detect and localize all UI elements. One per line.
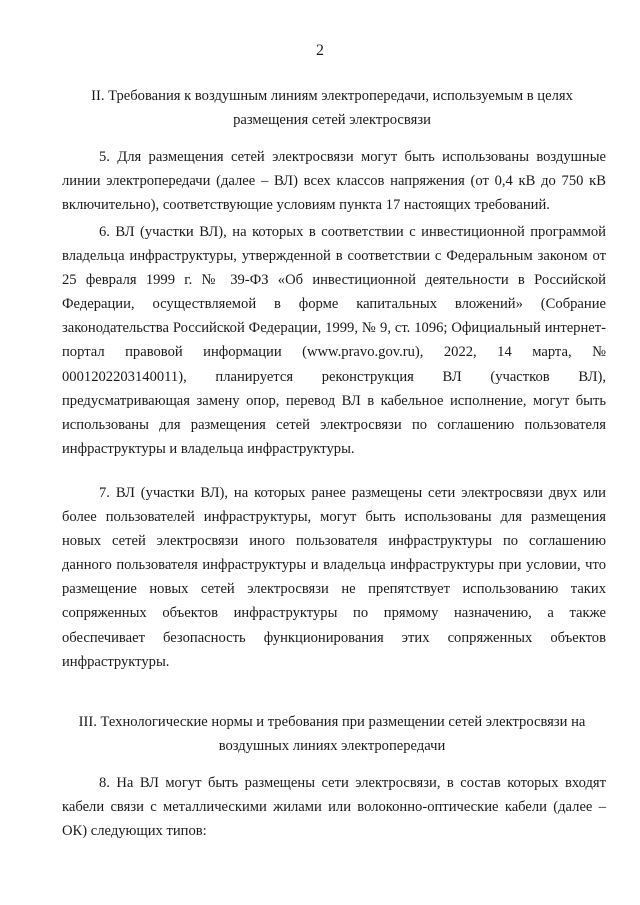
section-2-heading: II. Требования к воздушным линиям электропередачи, используемым в целях размещения сетей электросвязи	[91, 88, 573, 128]
section-3-heading: III. Технологические нормы и требования при размещении сетей электросвязи на воздушных линиях электропередачи	[78, 714, 586, 754]
page-number: 2	[316, 42, 324, 59]
paragraph-7: 7. ВЛ (участки ВЛ), на которых ранее размещены сети электросвязи двух или более пользователей инфраструктуры, могут быть использованы для размещения новых сетей электросвязи иного пользователя инфраструктуры по соглашению данного пользователя инфраструктуры и владельца инфраструктуры при условии, что размещение новых сетей электросвязи не препятствует использованию таких сопряженных объектов инфраструктуры по прямому назначению, а также обеспечивает безопасность функционирования этих сопряженных объектов инфраструктуры.	[62, 485, 606, 670]
paragraph-8: 8. На ВЛ могут быть размещены сети электросвязи, в состав которых входят кабели связи с металлическими жилами или волоконно-оптические кабели (далее – ОК) следующих типов:	[62, 775, 606, 840]
paragraph-6: 6. ВЛ (участки ВЛ), на которых в соответствии с инвестиционной программой владельца инфраструктуры, утвержденной в соответствии с Федеральным законом от 25 февраля 1999 г. № 39-ФЗ «Об инвестиционной деятельности в Российской Федерации, осуществляемой в форме капитальных вложений» (Собрание законодательства Российской Федерации, 1999, № 9, ст. 1096; Официальный интернет-портал правовой информации (www.pravo.gov.ru), 2022, 14 марта, № 0001202203140011), планируется реконструкция ВЛ (участков ВЛ), предусматривающая замену опор, перевод ВЛ в кабельное исполнение, могут быть использованы для размещения сетей электросвязи по соглашению пользователя инфраструктуры и владельца инфраструктуры.	[62, 224, 606, 457]
paragraph-5: 5. Для размещения сетей электросвязи могут быть использованы воздушные линии электропередачи (далее – ВЛ) всех классов напряжения (от 0,4 кВ до 750 кВ включительно), соответствующие условиям пункта 17 настоящих требований.	[62, 149, 606, 214]
